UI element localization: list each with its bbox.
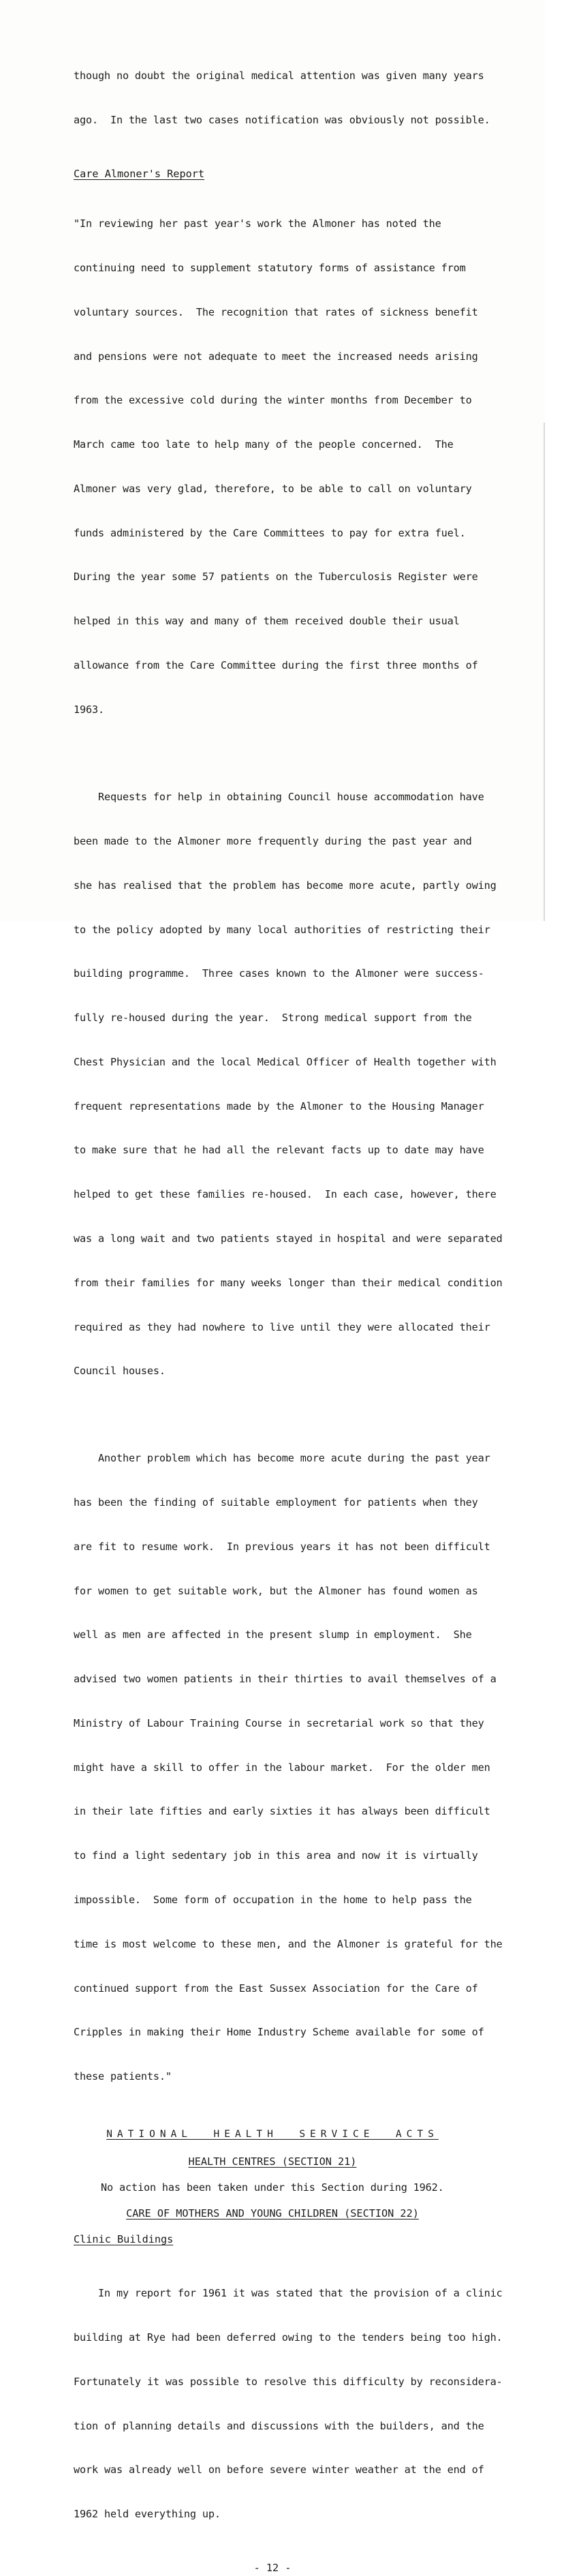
health-centres-heading: HEALTH CENTRES (SECTION 21) [188,2155,357,2168]
text-line: for women to get suitable work, but the Almoner has found women as [74,1584,478,1597]
text-line: impossible. Some form of occupation in the home to help pass the [74,1894,472,1906]
text-line: "In reviewing her past year's work the Almoner has noted the [74,217,441,230]
text-line: During the year some 57 patients on the Tuberculosis Register were [74,571,478,584]
text-line: has been the finding of suitable employment for patients when they [74,1496,478,1509]
text-line: building at Rye had been deferred owing to the tenders being too high. [74,2331,503,2344]
text-line: Cripples in making their Home Industry Scheme available for some of [74,2026,484,2039]
text-line: tion of planning details and discussions with the builders, and the [74,2419,484,2432]
text-line: fully re-housed during the year. Strong medical support from the [74,1012,472,1025]
page-number: - 12 - [253,2562,292,2574]
text-line: frequent representations made by the Almoner to the Housing Manager [74,1100,484,1112]
text-line: to make sure that he had all the relevant facts up to date may have [74,1144,484,1157]
health-centres-text: No action has been taken under this Section during 1962. [101,2181,444,2194]
almoner-paragraph-3 [74,1422,537,2114]
text-line: work was already well on before severe winter weather at the end of [74,2464,484,2476]
care-mothers-heading: CARE OF MOTHERS AND YOUNG CHILDREN (SECTION 22) [126,2207,419,2219]
text-line: Ministry of Labour Training Course in secretarial work so that they [74,1716,484,1729]
intro-paragraph [74,40,537,157]
text-line: 1962 held everything up. [74,2508,221,2521]
care-almoner-heading: Care Almoner's Report [74,168,205,180]
text-line: advised two women patients in their thirties to avail themselves of a [74,1673,497,1686]
text-line: Chest Physician and the local Medical Officer of Health together with [74,1055,497,1068]
text-line: required as they had nowhere to live until they were allocated their [74,1320,490,1333]
text-line: Requests for help in obtaining Council house accommodation have [74,791,484,804]
text-line: been made to the Almoner more frequently during the past year and [74,834,472,847]
text-line: are fit to resume work. In previous years it has not been difficult [74,1540,490,1553]
text-line: Another problem which has become more acute during the past year [74,1452,490,1465]
text-line: helped to get these families re-housed. In each case, however, there [74,1188,497,1201]
clinic-buildings-heading: Clinic Buildings [74,2233,174,2245]
text-line: building programme. Three cases known to the Almoner were success- [74,967,484,980]
text-line: March came too late to help many of the people concerned. The [74,438,454,451]
text-line: in their late fifties and early sixties it has always been difficult [74,1805,490,1818]
text-line: funds administered by the Care Committees to pay for extra fuel. [74,526,466,539]
text-line: 1963. [74,703,104,716]
text-line: In my report for 1961 it was stated that the provision of a clinic [74,2287,503,2300]
text-line: and pensions were not adequate to meet the increased needs arising [74,350,478,363]
almoner-paragraph-2 [74,761,537,1408]
text-line: time is most welcome to these men, and the Almoner is grateful for the [74,1937,503,1950]
text-line: to the policy adopted by many local authorities of restricting their [74,923,490,936]
text-line: continued support from the East Sussex Association for the Care of [74,1982,478,1995]
text-line: these patients." [74,2070,172,2083]
text-line: from their families for many weeks longer than their medical condition [74,1276,503,1289]
text-line: allowance from the Care Committee during the first three months of [74,659,478,671]
text-line: was a long wait and two patients stayed in hospital and were separated [74,1232,503,1245]
text-line: Council houses. [74,1365,166,1378]
text-line: Fortunately it was possible to resolve this difficulty by reconsidera- [74,2375,503,2388]
text-line: ago. In the last two cases notification was obviously not possible. [74,113,490,126]
text-line: though no doubt the original medical attention was given many years [74,70,484,82]
clinic-buildings-paragraph [74,2257,537,2551]
text-line: Almoner was very glad, therefore, to be able to call on voluntary [74,482,472,495]
text-line: might have a skill to offer in the labour market. For the older men [74,1761,490,1774]
text-line: voluntary sources. The recognition that rates of sickness benefit [74,305,478,318]
text-line: from the excessive cold during the winter months from December to [74,394,472,407]
text-line: continuing need to supplement statutory forms of assistance from [74,261,466,274]
text-line: helped in this way and many of them received double their usual [74,615,460,628]
nhs-acts-heading: NATIONAL HEALTH SERVICE ACTS [106,2129,439,2140]
text-line: to find a light sedentary job in this area and now it is virtually [74,1849,478,1862]
scan-edge-shadow [543,423,545,921]
almoner-paragraph-1 [74,187,537,747]
text-line: she has realised that the problem has become more acute, partly owing [74,879,497,892]
text-line: well as men are affected in the present slump in employment. She [74,1628,472,1641]
